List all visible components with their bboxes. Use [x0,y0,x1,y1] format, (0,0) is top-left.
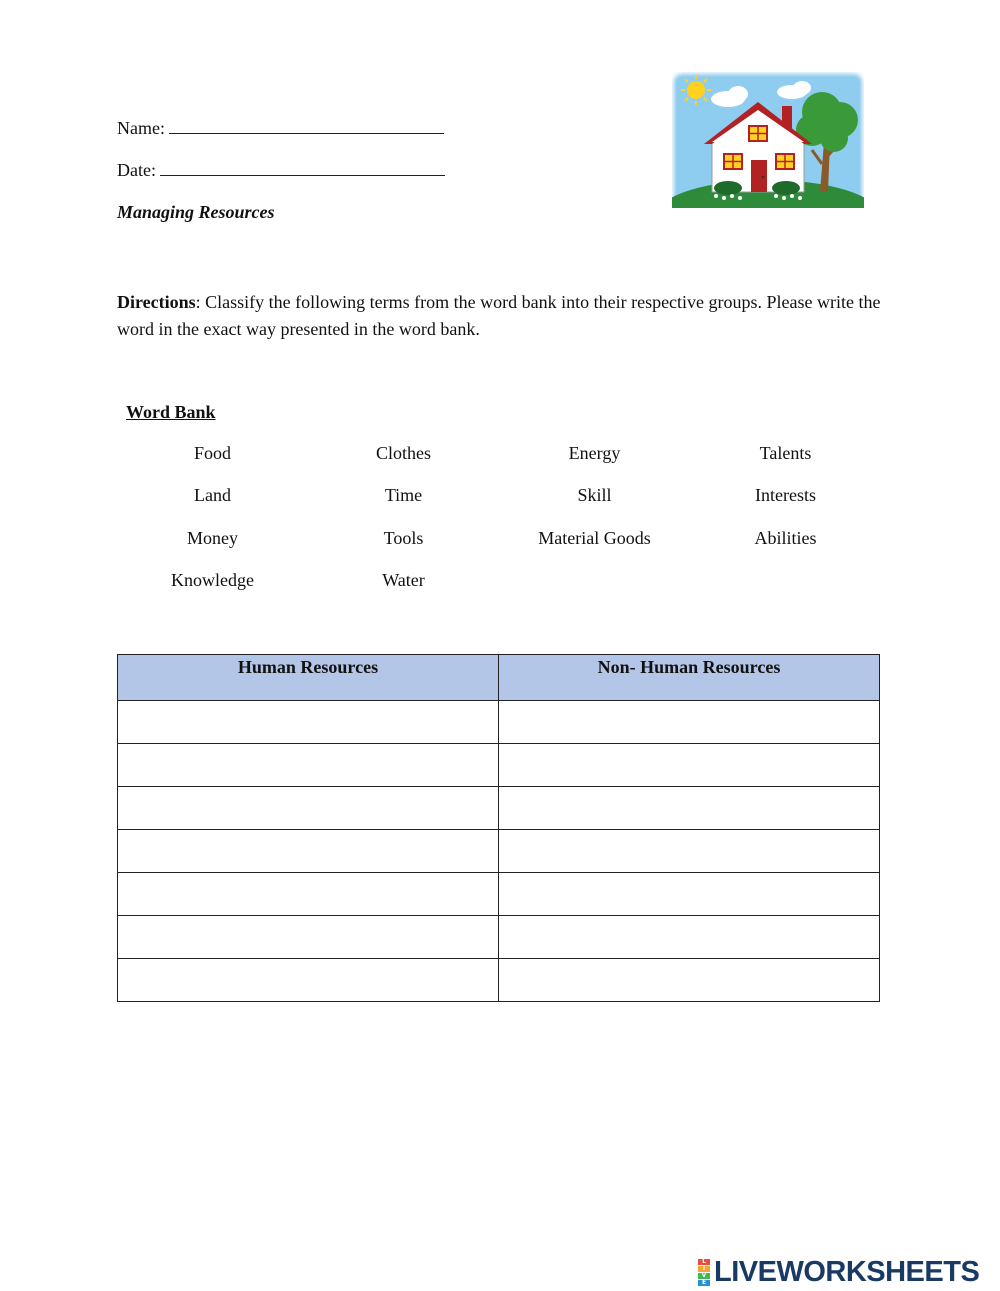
liveworksheets-logo [698,1256,979,1289]
table-header-row [118,655,880,701]
word-land: Land [194,485,231,506]
non-human-resource-cell[interactable] [499,701,880,744]
word-abilities: Abilities [754,527,817,548]
directions [117,289,887,343]
logo-badge-letter: V [698,1273,710,1279]
date-label: Date: [117,160,161,180]
resources-table [117,654,880,1002]
name-field[interactable] [117,118,444,139]
word-material-goods: Material Goods [538,527,651,548]
name-label: Name: [117,118,170,138]
human-resource-cell[interactable] [118,830,499,873]
word-talents: Talents [759,443,812,463]
table-row [118,830,880,873]
non-human-resource-cell[interactable] [499,959,880,1002]
human-resource-cell[interactable] [118,744,499,787]
table-row [118,701,880,744]
word-clothes: Clothes [375,443,431,463]
human-resource-cell[interactable] [118,916,499,959]
word-energy: Energy [568,443,621,463]
house-illustration [672,72,864,208]
worksheet-title: Managing Resources [117,202,275,222]
word-time: Time [384,485,423,506]
table-row [118,873,880,916]
non-human-resource-cell[interactable] [499,916,880,959]
word-food: Food [193,443,231,463]
word-bank [117,443,881,612]
non-human-resource-cell[interactable] [499,830,880,873]
date-line [160,174,445,176]
human-resource-cell[interactable] [118,701,499,744]
logo-text: LIVEWORKSHEETS [714,1256,980,1288]
logo-badge-letter: L [698,1259,710,1265]
word-money: Money [187,527,238,548]
logo-badge-icon [698,1259,710,1286]
word-interests: Interests [755,485,816,506]
word-tools: Tools [383,527,424,548]
name-line [169,132,444,134]
human-resource-cell[interactable] [118,873,499,916]
table-row [118,916,880,959]
non-human-resource-cell[interactable] [499,787,880,830]
header-non-human-resources: Non- Human Resources [499,655,880,701]
date-field[interactable] [117,160,445,181]
non-human-resource-cell[interactable] [499,873,880,916]
table-row [118,744,880,787]
table-row [118,787,880,830]
word-skill: Skill [577,485,612,506]
directions-lead: Directions [117,292,196,312]
human-resource-cell[interactable] [118,959,499,1002]
logo-badge-letter: I [698,1266,710,1272]
header-human-resources: Human Resources [118,655,499,701]
word-water: Water [382,569,425,590]
table-row [118,959,880,1002]
non-human-resource-cell[interactable] [499,744,880,787]
word-bank-title: Word Bank [126,402,216,422]
word-knowledge: Knowledge [171,569,254,590]
logo-badge-letter: E [698,1280,710,1286]
human-resource-cell[interactable] [118,787,499,830]
directions-text: : Classify the following terms from the word bank into their respective groups. Please write the word in the exact way presented in the word bank. [117,292,881,339]
house-picture [672,72,864,208]
